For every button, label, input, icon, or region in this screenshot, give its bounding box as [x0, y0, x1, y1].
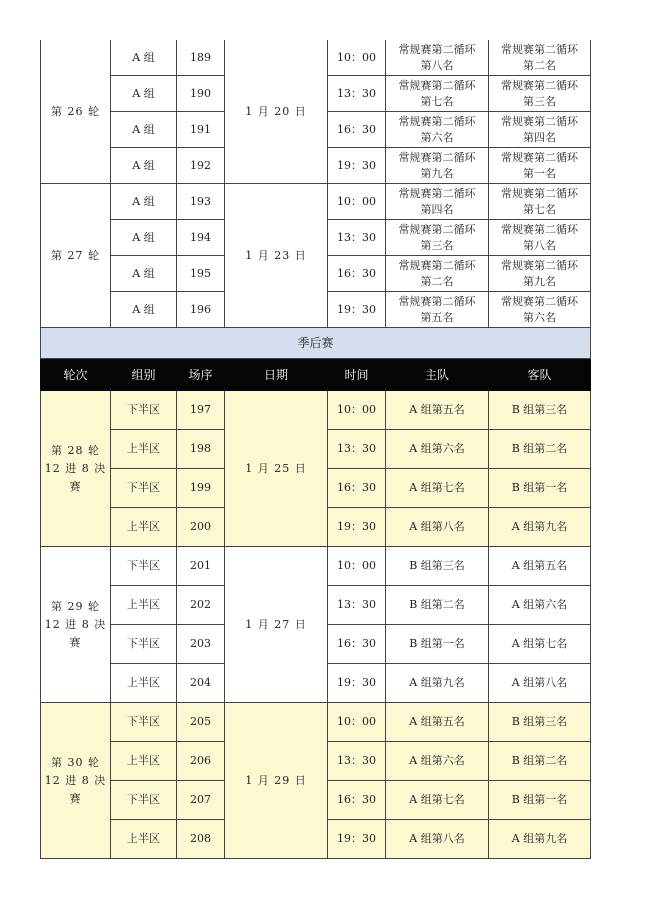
- game-number-cell: 197: [177, 391, 225, 430]
- schedule-document: [40, 40, 590, 859]
- round-cell: 第 26 轮: [41, 40, 111, 184]
- home-team-line: 常规赛第二循环: [398, 258, 476, 272]
- schedule-body: [41, 40, 591, 859]
- away-team-line: 第六名: [523, 310, 556, 324]
- date-cell: 1 月 29 日: [225, 703, 328, 859]
- game-number-cell: 203: [177, 625, 225, 664]
- group-cell: 上半区: [111, 586, 177, 625]
- group-cell: 下半区: [111, 781, 177, 820]
- game-number-cell: 189: [177, 40, 225, 76]
- game-number-cell: 206: [177, 742, 225, 781]
- group-cell: A 组: [111, 220, 177, 256]
- group-cell: 下半区: [111, 391, 177, 430]
- home-team-line: 第四名: [420, 202, 454, 216]
- time-cell: 13：30: [328, 586, 386, 625]
- away-team-cell: [489, 184, 591, 220]
- away-team-line: 常规赛第二循环: [501, 78, 578, 92]
- away-team-line: 常规赛第二循环: [501, 294, 578, 308]
- schedule-table: [40, 40, 591, 859]
- group-cell: 上半区: [111, 742, 177, 781]
- home-team-cell: A 组第五名: [386, 703, 489, 742]
- group-cell: 上半区: [111, 820, 177, 859]
- round-cell: [41, 391, 111, 547]
- home-team-cell: A 组第五名: [386, 391, 489, 430]
- away-team-line: 第七名: [523, 202, 556, 216]
- home-team-cell: [386, 76, 489, 112]
- table-row: [41, 184, 591, 220]
- time-cell: 13：30: [328, 76, 386, 112]
- table-row: [41, 40, 591, 76]
- group-cell: A 组: [111, 184, 177, 220]
- away-team-cell: B 组第二名: [489, 742, 591, 781]
- away-team-line: 第四名: [523, 130, 556, 144]
- home-team-cell: A 组第六名: [386, 430, 489, 469]
- time-cell: 10：00: [328, 703, 386, 742]
- time-cell: 13：30: [328, 220, 386, 256]
- away-team-cell: B 组第一名: [489, 469, 591, 508]
- home-team-cell: [386, 184, 489, 220]
- game-number-cell: 199: [177, 469, 225, 508]
- group-cell: A 组: [111, 40, 177, 76]
- game-number-cell: 196: [177, 292, 225, 328]
- away-team-cell: A 组第六名: [489, 586, 591, 625]
- away-team-line: 常规赛第二循环: [501, 150, 578, 164]
- home-team-cell: A 组第八名: [386, 508, 489, 547]
- away-team-cell: A 组第九名: [489, 508, 591, 547]
- game-number-cell: 195: [177, 256, 225, 292]
- column-header: 主队: [386, 359, 489, 391]
- away-team-cell: [489, 148, 591, 184]
- home-team-line: 常规赛第二循环: [398, 78, 476, 92]
- column-header: 客队: [489, 359, 591, 391]
- time-cell: 16：30: [328, 625, 386, 664]
- away-team-cell: [489, 40, 591, 76]
- group-cell: 下半区: [111, 703, 177, 742]
- table-row: [41, 703, 591, 742]
- time-cell: 13：30: [328, 742, 386, 781]
- away-team-cell: A 组第九名: [489, 820, 591, 859]
- home-team-line: 第七名: [420, 94, 454, 108]
- away-team-line: 第八名: [523, 238, 556, 252]
- away-team-cell: B 组第三名: [489, 391, 591, 430]
- section-row: [41, 328, 591, 359]
- game-number-cell: 208: [177, 820, 225, 859]
- away-team-cell: [489, 112, 591, 148]
- time-cell: 19：30: [328, 820, 386, 859]
- round-line: 12 进 8 决: [44, 773, 107, 787]
- game-number-cell: 202: [177, 586, 225, 625]
- time-cell: 19：30: [328, 292, 386, 328]
- time-cell: 10：00: [328, 184, 386, 220]
- round-line: 12 进 8 决: [44, 617, 107, 631]
- date-cell: 1 月 25 日: [225, 391, 328, 547]
- home-team-line: 常规赛第二循环: [398, 222, 476, 236]
- away-team-cell: [489, 76, 591, 112]
- group-cell: 上半区: [111, 508, 177, 547]
- game-number-cell: 190: [177, 76, 225, 112]
- game-number-cell: 193: [177, 184, 225, 220]
- away-team-line: 第一名: [523, 166, 556, 180]
- column-header: 场序: [177, 359, 225, 391]
- group-cell: A 组: [111, 292, 177, 328]
- game-number-cell: 191: [177, 112, 225, 148]
- group-cell: 上半区: [111, 430, 177, 469]
- home-team-line: 第六名: [420, 130, 454, 144]
- game-number-cell: 192: [177, 148, 225, 184]
- away-team-cell: A 组第八名: [489, 664, 591, 703]
- round-cell: 第 27 轮: [41, 184, 111, 328]
- game-number-cell: 198: [177, 430, 225, 469]
- away-team-cell: [489, 292, 591, 328]
- section-title: 季后赛: [41, 328, 591, 359]
- time-cell: 13：30: [328, 430, 386, 469]
- away-team-cell: A 组第七名: [489, 625, 591, 664]
- game-number-cell: 207: [177, 781, 225, 820]
- group-cell: A 组: [111, 148, 177, 184]
- home-team-line: 第五名: [420, 310, 454, 324]
- home-team-cell: [386, 220, 489, 256]
- home-team-cell: [386, 292, 489, 328]
- away-team-cell: B 组第一名: [489, 781, 591, 820]
- table-row: [41, 391, 591, 430]
- home-team-cell: A 组第八名: [386, 820, 489, 859]
- away-team-line: 第二名: [523, 58, 556, 72]
- time-cell: 10：00: [328, 547, 386, 586]
- away-team-line: 常规赛第二循环: [501, 186, 578, 200]
- group-cell: 下半区: [111, 625, 177, 664]
- round-line: 赛: [69, 635, 82, 649]
- away-team-line: 常规赛第二循环: [501, 258, 578, 272]
- round-line: 第 29 轮: [51, 599, 100, 613]
- home-team-cell: A 组第九名: [386, 664, 489, 703]
- date-cell: 1 月 23 日: [225, 184, 328, 328]
- game-number-cell: 204: [177, 664, 225, 703]
- time-cell: 10：00: [328, 40, 386, 76]
- home-team-cell: [386, 148, 489, 184]
- game-number-cell: 201: [177, 547, 225, 586]
- group-cell: 上半区: [111, 664, 177, 703]
- home-team-cell: [386, 40, 489, 76]
- group-cell: A 组: [111, 256, 177, 292]
- game-number-cell: 200: [177, 508, 225, 547]
- away-team-cell: [489, 220, 591, 256]
- group-cell: A 组: [111, 112, 177, 148]
- column-header: 时间: [328, 359, 386, 391]
- column-header: 组别: [111, 359, 177, 391]
- away-team-cell: B 组第三名: [489, 703, 591, 742]
- time-cell: 19：30: [328, 664, 386, 703]
- time-cell: 16：30: [328, 781, 386, 820]
- group-cell: A 组: [111, 76, 177, 112]
- round-cell: [41, 703, 111, 859]
- column-header: 轮次: [41, 359, 111, 391]
- group-cell: 下半区: [111, 547, 177, 586]
- home-team-cell: [386, 112, 489, 148]
- home-team-cell: A 组第七名: [386, 781, 489, 820]
- away-team-line: 常规赛第二循环: [501, 114, 578, 128]
- round-line: 赛: [69, 479, 82, 493]
- table-row: [41, 547, 591, 586]
- time-cell: 19：30: [328, 508, 386, 547]
- home-team-line: 第八名: [420, 58, 454, 72]
- home-team-line: 第九名: [420, 166, 454, 180]
- column-header: 日期: [225, 359, 328, 391]
- group-cell: 下半区: [111, 469, 177, 508]
- date-cell: 1 月 27 日: [225, 547, 328, 703]
- away-team-line: 第九名: [523, 274, 556, 288]
- away-team-cell: B 组第二名: [489, 430, 591, 469]
- round-cell: [41, 547, 111, 703]
- round-line: 第 28 轮: [51, 443, 100, 457]
- away-team-line: 第三名: [523, 94, 556, 108]
- round-line: 12 进 8 决: [44, 461, 107, 475]
- home-team-cell: [386, 256, 489, 292]
- time-cell: 16：30: [328, 469, 386, 508]
- home-team-cell: B 组第三名: [386, 547, 489, 586]
- time-cell: 19：30: [328, 148, 386, 184]
- game-number-cell: 194: [177, 220, 225, 256]
- time-cell: 16：30: [328, 112, 386, 148]
- home-team-line: 常规赛第二循环: [398, 114, 476, 128]
- round-line: 第 30 轮: [51, 755, 100, 769]
- away-team-cell: A 组第五名: [489, 547, 591, 586]
- home-team-line: 常规赛第二循环: [398, 294, 476, 308]
- home-team-line: 第二名: [420, 274, 454, 288]
- header-row: [41, 359, 591, 391]
- away-team-line: 常规赛第二循环: [501, 222, 578, 236]
- away-team-line: 常规赛第二循环: [501, 42, 578, 56]
- home-team-line: 常规赛第二循环: [398, 42, 476, 56]
- home-team-line: 常规赛第二循环: [398, 186, 476, 200]
- home-team-cell: A 组第六名: [386, 742, 489, 781]
- time-cell: 16：30: [328, 256, 386, 292]
- home-team-line: 常规赛第二循环: [398, 150, 476, 164]
- away-team-cell: [489, 256, 591, 292]
- home-team-cell: B 组第一名: [386, 625, 489, 664]
- home-team-cell: A 组第七名: [386, 469, 489, 508]
- game-number-cell: 205: [177, 703, 225, 742]
- time-cell: 10：00: [328, 391, 386, 430]
- date-cell: 1 月 20 日: [225, 40, 328, 184]
- home-team-cell: B 组第二名: [386, 586, 489, 625]
- home-team-line: 第三名: [420, 238, 454, 252]
- round-line: 赛: [69, 791, 82, 805]
